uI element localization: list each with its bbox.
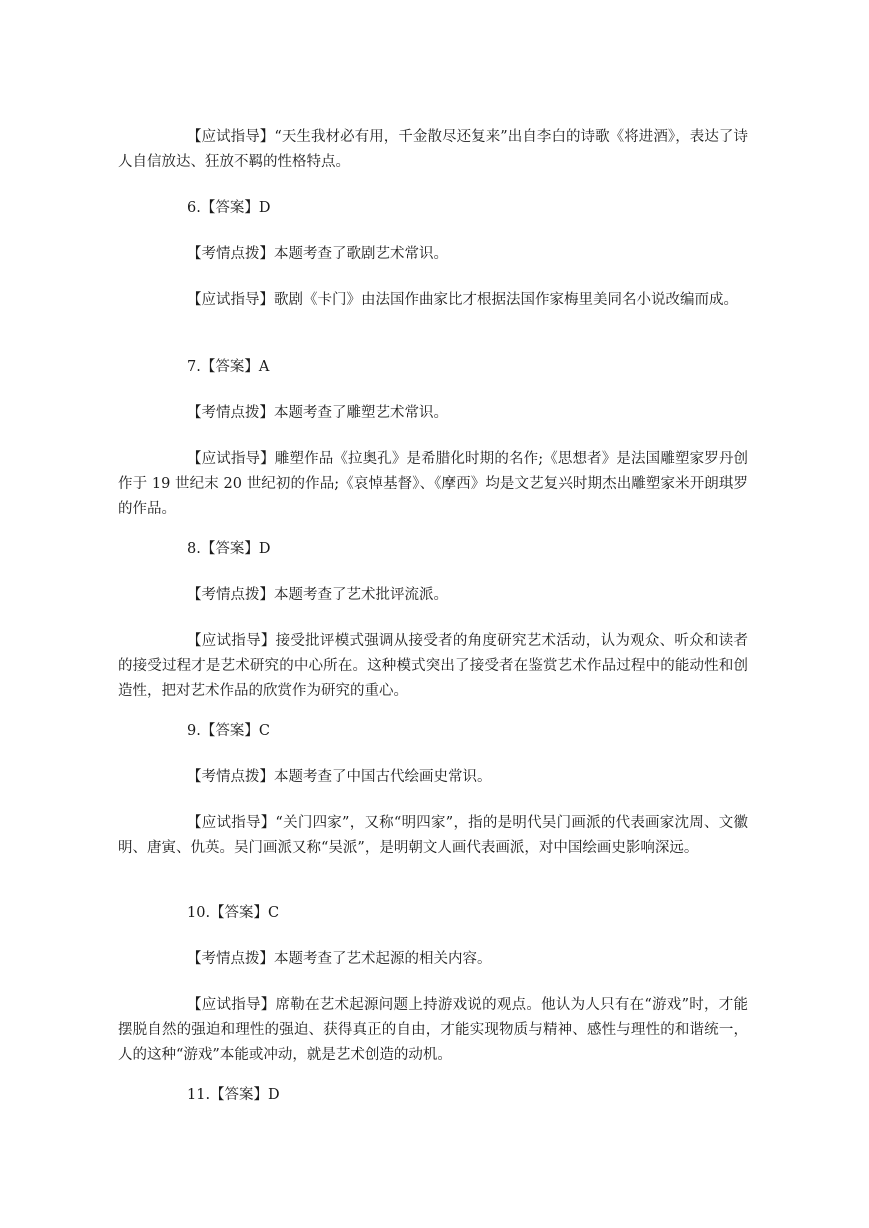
- paragraph-guidance-6: 【应试指导】歌剧《卡门》由法国作曲家比才根据法国作家梅里美同名小说改编而成。: [187, 292, 738, 308]
- answer-6: 6.【答案】D: [187, 200, 271, 216]
- paragraph-guidance-8: 【应试指导】接受批评模式强调从接受者的角度研究艺术活动，认为观众、听众和读者的接受过程才是艺术研究的中心所在。这种模式突出了接受者在鉴赏艺术作品过程中的能动性和创造性，把对艺术作品的欣赏作为研究的重心。: [118, 633, 748, 699]
- answer-11: 11.【答案】D: [187, 1087, 280, 1103]
- answer-9: 9.【答案】C: [187, 723, 270, 739]
- paragraph-guidance-9: 【应试指导】“关门四家”，又称“明四家”，指的是明代吴门画派的代表画家沈周、文徽明、唐寅、仇英。吴门画派又称“吴派”，是明朝文人画代表画派，对中国绘画史影响深远。: [118, 815, 748, 856]
- paragraph-guidance-7: 【应试指导】雕塑作品《拉奥孔》是希腊化时期的名作;《思想者》是法国雕塑家罗丹创作于 19 世纪末 20 世纪初的作品;《哀悼基督》、《摩西》均是文艺复兴时期杰出雕塑家米开朗琪罗的作品。: [118, 451, 748, 517]
- paragraph-analysis-6: 【考情点拨】本题考查了歌剧艺术常识。: [187, 246, 448, 262]
- paragraph-analysis-7: 【考情点拨】本题考查了雕塑艺术常识。: [187, 405, 448, 421]
- paragraph-analysis-9: 【考情点拨】本题考查了中国古代绘画史常识。: [187, 769, 492, 785]
- answer-8: 8.【答案】D: [187, 541, 271, 557]
- paragraph-analysis-10: 【考情点拨】本题考查了艺术起源的相关内容。: [187, 951, 492, 967]
- paragraph-analysis-8: 【考情点拨】本题考查了艺术批评流派。: [187, 587, 448, 603]
- answer-7: 7.【答案】A: [187, 359, 270, 375]
- answer-10: 10.【答案】C: [187, 905, 280, 921]
- paragraph-guidance-10: 【应试指导】席勒在艺术起源问题上持游戏说的观点。他认为人只有在“游戏”时，才能摆脱自然的强迫和理性的强迫、获得真正的自由，才能实现物质与精神、感性与理性的和谐统一，人的这种“游戏”本能或冲动，就是艺术创造的动机。: [118, 997, 748, 1063]
- paragraph-guidance-5: 【应试指导】“天生我材必有用，千金散尽还复来”出自李白的诗歌《将进酒》，表达了诗人自信放达、狂放不羁的性格特点。: [118, 129, 748, 170]
